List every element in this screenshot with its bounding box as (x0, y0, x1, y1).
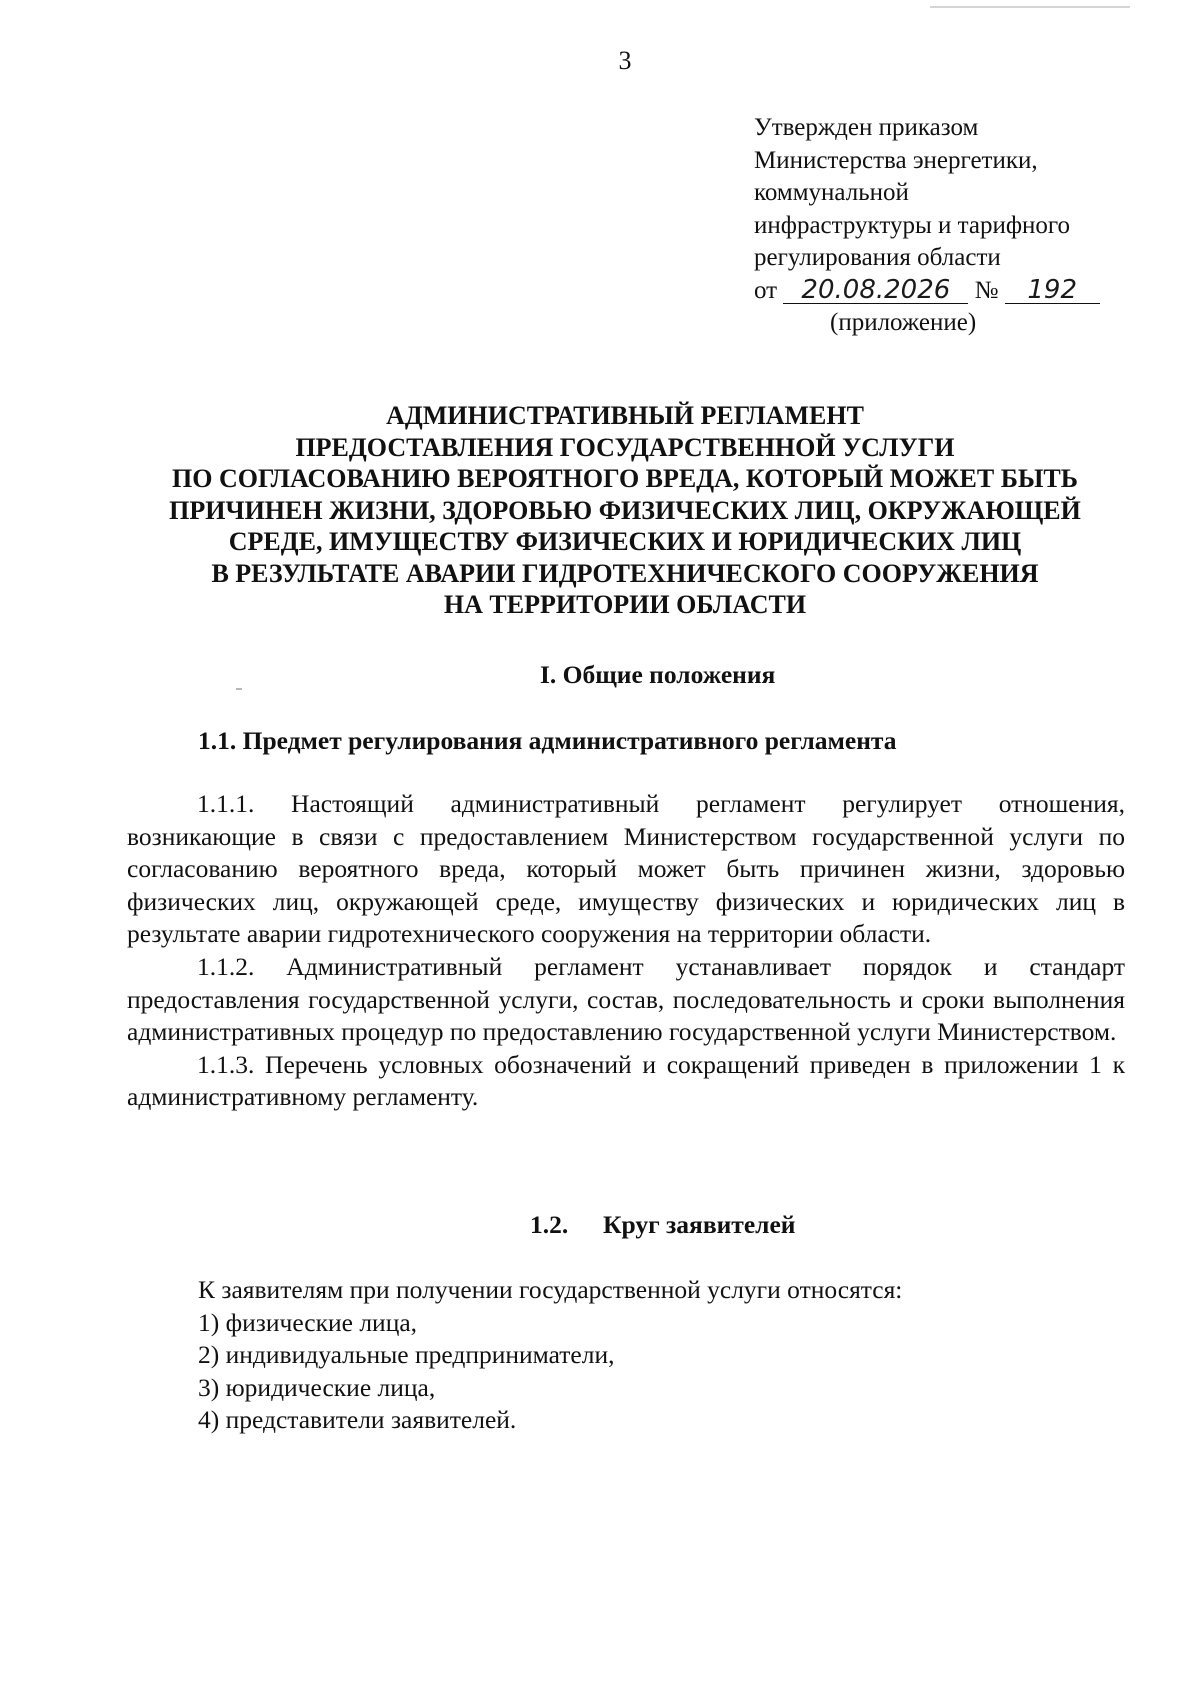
list-item: 4) представители заявителей. (198, 1405, 517, 1435)
scan-artifact (236, 688, 242, 690)
approval-line: коммунальной (754, 179, 909, 206)
appendix-note: (приложение) (830, 309, 977, 336)
approval-stamp-block (754, 112, 1154, 340)
subsection-number: 1.2. (530, 1210, 569, 1239)
section-heading: I. Общие положения (540, 660, 776, 689)
paragraph-1-1-3: 1.1.3. Перечень условных обозначений и сокращений приведен в приложении 1 к административному регламенту. (127, 1049, 1125, 1112)
approval-line: регулирования области (754, 244, 1001, 271)
subsection-heading-1-1: 1.1. Предмет регулирования административного регламента (198, 726, 897, 755)
page-number: 3 (618, 46, 632, 75)
list-item: 1) физические лица, (198, 1307, 418, 1337)
handwritten-date: 20.08.2026 (783, 277, 968, 304)
title-line: НА ТЕРРИТОРИИ ОБЛАСТИ (443, 590, 807, 619)
approval-line: Утвержден приказом (754, 114, 979, 141)
applicants-list (198, 1274, 1098, 1437)
title-line: ПРИЧИНЕН ЖИЗНИ, ЗДОРОВЬЮ ФИЗИЧЕСКИХ ЛИЦ, ОКРУЖАЮЩЕЙ (169, 495, 1081, 525)
scan-artifact (930, 6, 1130, 8)
number-sign: № (974, 276, 999, 304)
paragraph-1-1-1: 1.1.1. Настоящий административный регламент регулирует отношения, возникающие в связи с предоставлением Министерством государственной услуги по согласованию вероятного вреда, который может быть причинен жизни, здоровью физических лиц, окружающей среде, имуществу физических и юридических лиц в результате аварии гидротехнического сооружения на территории области. (127, 789, 1125, 949)
title-line: ПО СОГЛАСОВАНИЮ ВЕРОЯТНОГО ВРЕДА, КОТОРЫЙ МОЖЕТ БЫТЬ (172, 464, 1078, 493)
list-item: 3) юридические лица, (198, 1372, 436, 1402)
date-prefix: от (754, 276, 778, 304)
approval-line: Министерства энергетики, (754, 146, 1038, 174)
title-line: АДМИНИСТРАТИВНЫЙ РЕГЛАМЕНТ (386, 401, 864, 430)
subsection-heading-1-2 (530, 1210, 930, 1240)
document-title (100, 400, 1150, 621)
handwritten-number: 192 (1005, 277, 1100, 304)
title-line: СРЕДЕ, ИМУЩЕСТВУ ФИЗИЧЕСКИХ И ЮРИДИЧЕСКИХ ЛИЦ (228, 527, 1022, 556)
approval-date-line (754, 275, 1154, 308)
title-line: ПРЕДОСТАВЛЕНИЯ ГОСУДАРСТВЕННОЙ УСЛУГИ (295, 432, 955, 462)
paragraphs-block (127, 788, 1125, 1114)
approval-line: инфраструктуры и тарифного (754, 211, 1071, 239)
paragraph-1-1-2: 1.1.2. Административный регламент устанавливает порядок и стандарт предоставления государственной услуги, состав, последовательность и сроки выполнения административных процедур по предоставлению государственной услуги Министерством. (127, 951, 1125, 1047)
subsection-title: Круг заявителей (603, 1210, 796, 1239)
list-item: 2) индивидуальные предприниматели, (198, 1340, 615, 1370)
title-line: В РЕЗУЛЬТАТЕ АВАРИИ ГИДРОТЕХНИЧЕСКОГО СООРУЖЕНИЯ (211, 558, 1039, 588)
applicants-intro: К заявителям при получении государственной услуги относятся: (198, 1275, 903, 1304)
